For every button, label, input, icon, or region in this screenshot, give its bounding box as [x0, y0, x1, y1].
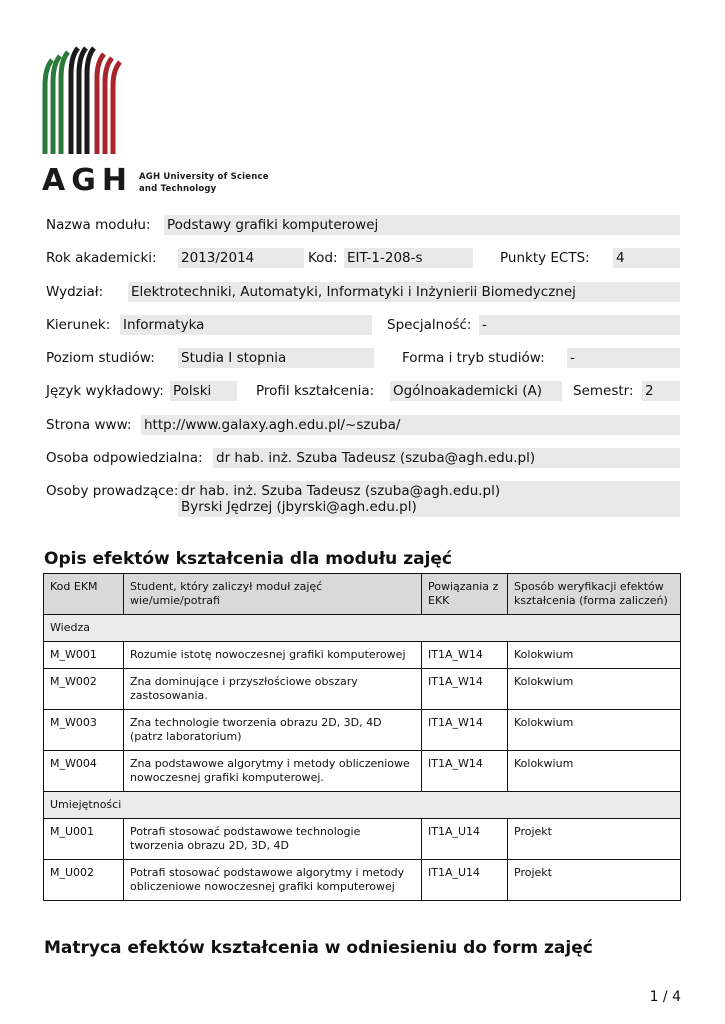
rok-value: 2013/2014 — [178, 248, 304, 268]
table-row: M_W002 Zna dominujące i przyszłościowe obszary zastosowania. IT1A_W14 Kolokwium — [44, 669, 681, 710]
kod-label: Kod: — [308, 250, 338, 266]
efekty-table — [43, 573, 681, 901]
poziom-label: Poziom studiów: — [46, 350, 155, 366]
www-label: Strona www: — [46, 417, 132, 433]
nazwa-value: Podstawy grafiki komputerowej — [164, 215, 680, 235]
jezyk-label: Język wykładowy: — [46, 383, 164, 399]
prowadzacy-label: Osoby prowadzące: — [46, 483, 179, 499]
th-powiazania: Powiązania z EKK — [422, 574, 508, 615]
table-row: M_W003 Zna technologie tworzenia obrazu 2D, 3D, 4D (patrz laboratorium) IT1A_W14 Kolokwium — [44, 710, 681, 751]
agh-logo-mark: AGH — [42, 163, 133, 198]
th-student: Student, który zaliczył moduł zajęć wie/umie/potrafi — [124, 574, 422, 615]
page-number: 1 / 4 — [649, 989, 681, 1005]
agh-logo-bars-icon — [42, 46, 122, 158]
table-row: M_W001 Rozumie istotę nowoczesnej grafiki komputerowej IT1A_W14 Kolokwium — [44, 642, 681, 669]
osoba-label: Osoba odpowiedzialna: — [46, 450, 203, 466]
th-sposob: Sposób weryfikacji efektów kształcenia (forma zaliczeń) — [508, 574, 681, 615]
osoba-value: dr hab. inż. Szuba Tadeusz (szuba@agh.edu.pl) — [213, 448, 680, 468]
table-row: M_W004 Zna podstawowe algorytmy i metody obliczeniowe nowoczesnej grafiki komputerowej. IT1A_W14 Kolokwium — [44, 751, 681, 792]
spec-label: Specjalność: — [387, 317, 472, 333]
semestr-value: 2 — [642, 381, 680, 401]
table-row: M_U002 Potrafi stosować podstawowe algorytmy i metody obliczeniowe nowoczesnej grafiki komputerowej IT1A_U14 Projekt — [44, 860, 681, 901]
semestr-label: Semestr: — [573, 383, 634, 399]
table-row: M_U001 Potrafi stosować podstawowe technologie tworzenia obrazu 2D, 3D, 4D IT1A_U14 Projekt — [44, 819, 681, 860]
profil-value: Ogólnoakademicki (A) — [390, 381, 562, 401]
th-kod: Kod EKM — [44, 574, 124, 615]
category-row: Wiedza — [44, 615, 681, 642]
agh-logo-text: AGH University of Science and Technology — [139, 172, 269, 194]
kierunek-value: Informatyka — [120, 315, 372, 335]
rok-label: Rok akademicki: — [46, 250, 157, 266]
ects-value: 4 — [613, 248, 680, 268]
spec-value: - — [479, 315, 680, 335]
wydzial-value: Elektrotechniki, Automatyki, Informatyki i Inżynierii Biomedycznej — [128, 282, 680, 302]
kod-value: EIT-1-208-s — [344, 248, 473, 268]
ects-label: Punkty ECTS: — [500, 250, 590, 266]
www-value[interactable]: http://www.galaxy.agh.edu.pl/~szuba/ — [141, 415, 680, 435]
forma-value: - — [567, 348, 680, 368]
agh-logo — [42, 46, 272, 196]
poziom-value: Studia I stopnia — [178, 348, 374, 368]
forma-label: Forma i tryb studiów: — [402, 350, 545, 366]
prowadzacy-value: dr hab. inż. Szuba Tadeusz (szuba@agh.edu.pl) Byrski Jędrzej (jbyrski@agh.edu.pl) — [178, 481, 680, 517]
section-title-matryca: Matryca efektów kształcenia w odniesieniu do form zajęć — [44, 938, 593, 958]
section-title-efekty: Opis efektów kształcenia dla modułu zajęć — [44, 549, 453, 569]
wydzial-label: Wydział: — [46, 284, 104, 300]
jezyk-value: Polski — [170, 381, 237, 401]
kierunek-label: Kierunek: — [46, 317, 111, 333]
table-header-row — [44, 574, 681, 615]
nazwa-label: Nazwa modułu: — [46, 217, 151, 233]
category-row: Umiejętności — [44, 792, 681, 819]
profil-label: Profil kształcenia: — [256, 383, 375, 399]
